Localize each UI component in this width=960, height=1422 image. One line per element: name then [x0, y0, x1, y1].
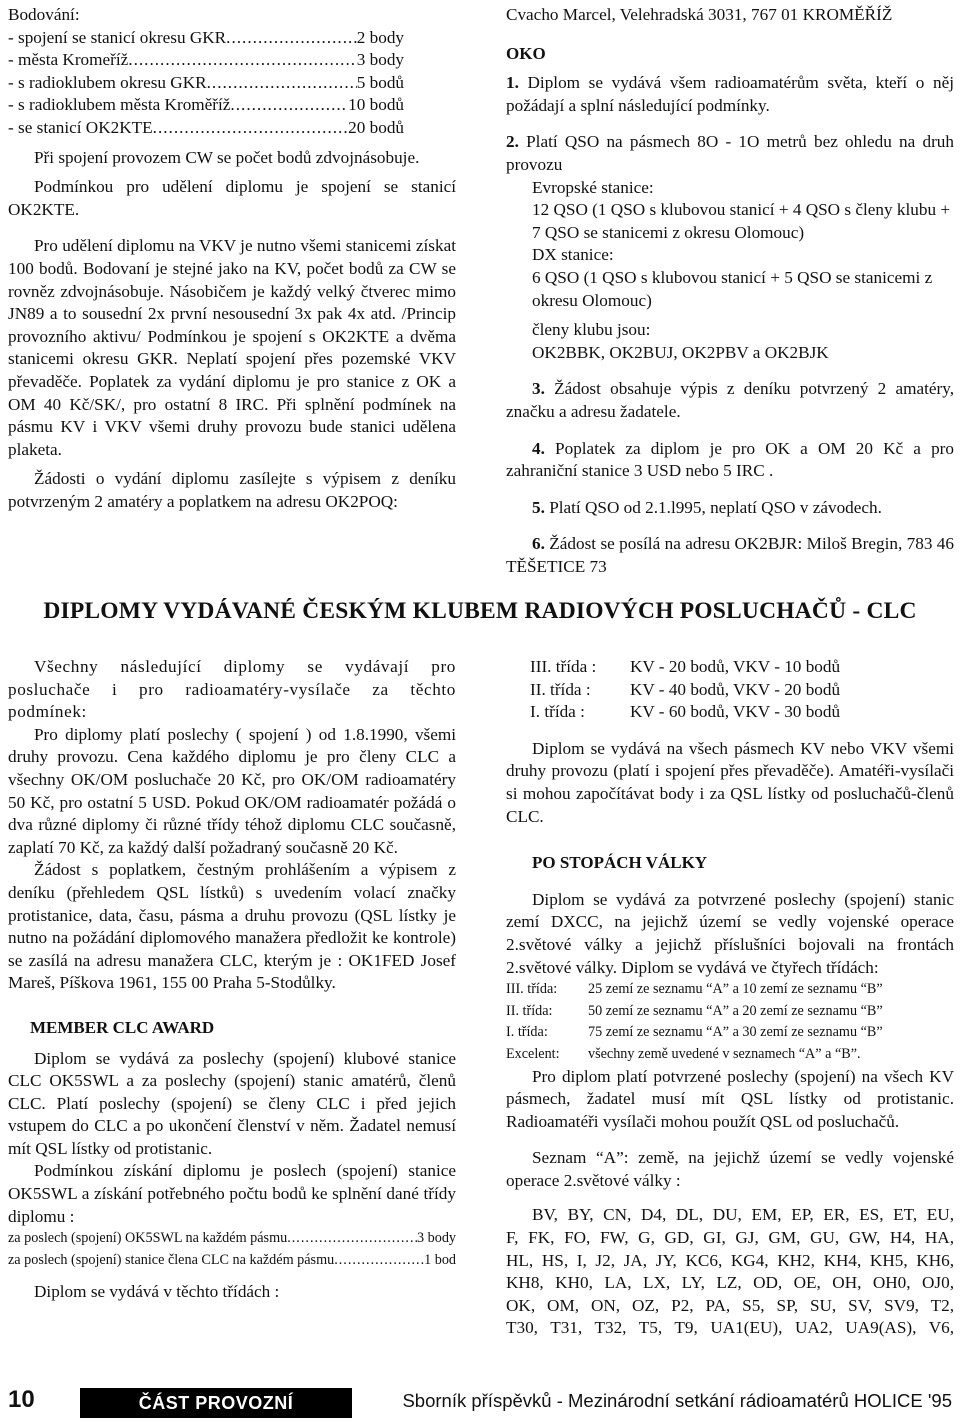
publication-title: Sborník příspěvků - Mezinárodní setkání rádioamatérů HOLICE '95: [402, 1390, 952, 1411]
paragraph: Žádost s poplatkem, čestným prohlášením a výpisem z deníku (přehledem QSL lístků) s uvedením volací značky protistanice, data, času, pásma a druhu provozu (QSL lístky je nutno na požádání diplomového manažera předložit ke kontrole) se zasílá na adresu manažera CLC, kterým je : OK1FED Josef Mareš, Píškova 1961, 155 00 Praha 5-Stodůlky.: [8, 860, 456, 993]
paragraph: Diplom se vydává na všech pásmech KV nebo VKV všemi druhy provozu (platí i spojení přes převaděče). Amatéři-vysílači si mohou započítávat body i za QSL lístky od posluchačů-členů CLC.: [506, 738, 954, 826]
rule-item: 6. Žádost se posílá na adresu OK2BJR: Miloš Bregin, 783 46 TĚŠETICE 73: [506, 534, 954, 576]
score-row: za poslech (spojení) OK5SWL na každém pásmu ..... 3 body: [8, 1228, 456, 1250]
paragraph: Pro diplom platí potvrzené poslechy (spojení) na všech KV pásmech, žadatel musí mít QSL lístky od protistanic. Radioamatéři vysílači mohou použít QSL od posluchačů.: [506, 1066, 954, 1131]
right-bottom-column: [506, 656, 954, 1340]
paragraph: Diplom se vydává za poslechy (spojení) klubové stanice CLC OK5SWL a za poslechy (spojení) stanic amatérů, členů CLC. Platí poslechy (spojení) se členy CLC i před jejich vstupem do CLC a po ukončení členství v něm. Žadatel nemusí mít QSL lístky od protistanic.: [8, 1048, 456, 1158]
class-row: Excelent: všechny země uvedené v seznamech “A” a “B”.: [506, 1045, 861, 1062]
paragraph: Diplom se vydává v těchto třídách :: [34, 1282, 280, 1302]
callsign-line: F, FK, FO, FW, G, GD, GI, GJ, GM, GU, GW, H4, HA,: [506, 1228, 954, 1248]
award-heading: MEMBER CLC AWARD: [30, 1017, 215, 1037]
address-line: Cvacho Marcel, Velehradská 3031, 767 01 KROMĚŘÍŽ: [506, 5, 893, 24]
scoring-row: - s radioklubem okresu GKR ..... 5 bodů: [8, 72, 404, 95]
label: DX stanice:: [532, 245, 614, 265]
scoring-row: - spojení se stanicí okresu GKR ..... 2 body: [8, 27, 404, 50]
callsign-line: HL, HS, I, J2, JA, JY, KC6, KG4, KH2, KH4, KH5, KH6,: [506, 1250, 954, 1270]
score-row: za poslech (spojení) stanice člena CLC na každém pásmu ..... 1 bod: [8, 1250, 456, 1272]
callsign-line: OK, OM, ON, OZ, P2, PA, S5, SP, SU, SV, SV9, T2,: [506, 1295, 954, 1315]
paragraph: Pro diplomy platí poslechy ( spojení ) od 1.8.1990, všemi druhy provozu. Cena každého diplomu je pro členy CLC a všechny OK/OM posluchače 20 Kč, pro OK/OM radioamatéry 50 Kč, pro ostatní 5 USD. Pokud OK/OM radioamatér požádá o dva různé diplomy či různé třídy téhož diplomu CLC současně, zaplatí 70 Kč, za každý další požadraný současně 20 Kč.: [8, 724, 456, 857]
requirements: [506, 177, 954, 365]
rule-item: 5. Platí QSO od 2.1.l995, neplatí QSO v závodech.: [532, 497, 882, 517]
paragraph: Žádosti o vydání diplomu zasílejte s výpisem z deníku potvrzeným 2 amatéry a poplatkem na adresu OK2POQ:: [8, 469, 456, 511]
paragraph: Podmínkou pro udělení diplomu je spojení se stanicí OK2KTE.: [8, 177, 456, 219]
paragraph: Všechny následující diplomy se vydávají pro posluchače i pro radioamatéry-vysílače za těchto podmínek:: [8, 657, 456, 722]
right-top-column: [506, 4, 954, 578]
class-row: II. třída: 50 zemí ze seznamu “A” a 20 zemí ze seznamu “B”: [506, 1002, 883, 1019]
paragraph: Podmínkou získání diplomu je poslech (spojení) stanice OK5SWL a získání potřebného počtu bodů ke splnění dané třídy diplomu :: [8, 1161, 456, 1226]
page-footer: [0, 1384, 960, 1422]
label: Evropské stanice:: [532, 177, 654, 197]
callsign-list: [506, 1204, 954, 1340]
rule-item: 2. Platí QSO na pásmech 8O - 1O metrů bez ohledu na druh provozu: [506, 132, 954, 174]
rule-item: 4. Poplatek za diplom je pro OK a OM 20 Kč a pro zahraniční stanice 3 USD nebo 5 IRC .: [506, 438, 954, 481]
scoring-heading: Bodování:: [8, 5, 80, 24]
rule-item: 1. Diplom se vydává všem radioamatérům světa, kteří o něj požádají a splní následující podmínky.: [506, 73, 954, 115]
class-row: I. třída: 75 zemí ze seznamu “A” a 30 zemí ze seznamu “B”: [506, 1024, 883, 1041]
callsign-line: BV, BY, CN, D4, DL, DU, EM, EP, ER, ES, ET, EU,: [532, 1205, 954, 1225]
award-heading: PO STOPÁCH VÁLKY: [532, 853, 708, 873]
left-top-column: [8, 4, 456, 513]
scoring-row: - města Kromeříž ..... 3 body: [8, 49, 404, 72]
page-number: 10: [8, 1386, 35, 1413]
rule-item: 3. Žádost obsahuje výpis z deníku potvrzený 2 amatéry, značku a adresu žadatele.: [506, 379, 954, 421]
callsign-line: KH8, KH0, LA, LX, LY, LZ, OD, OE, OH, OH0, OJ0,: [506, 1273, 954, 1293]
war-class-table: [506, 979, 883, 1065]
paragraph: Při spojení provozem CW se počet bodů zdvojnásobuje.: [34, 147, 420, 167]
callsign-line: T30, T31, T32, T5, T9, UA1(EU), UA2, UA9(AS), V6,: [506, 1318, 954, 1338]
section-label: ČÁST PROVOZNÍ: [80, 1388, 352, 1418]
scoring-row: - se stanicí OK2KTE ..... 20 bodů: [8, 117, 404, 140]
scoring-list: [8, 27, 404, 140]
class-row: I. třída : KV - 60 bodů, VKV - 30 bodů: [530, 702, 841, 722]
label: členy klubu jsou:: [532, 320, 651, 340]
left-bottom-column: [8, 656, 456, 1304]
paragraph: Seznam “A”: země, na jejichž území se vedly vojenské operace 2.světové války :: [506, 1148, 954, 1190]
paragraph: Diplom se vydává za potvrzené poslechy (spojení) stanic zemí DXCC, na jejichž území se vedly vojenské operace 2.světové války a jejichž příslušníci bojovali na frontách 2.světové války. Diplom se vydává ve čtyřech třídách:: [506, 889, 954, 977]
text: OK2BBK, OK2BUJ, OK2PBV a OK2BJK: [532, 342, 829, 362]
class-row: III. třída : KV - 20 bodů, VKV - 10 bodů: [530, 657, 841, 676]
class-table: [530, 656, 840, 724]
paragraph: Pro udělení diplomu na VKV je nutno všemi stanicemi získat 100 bodů. Bodovaní je stejné jako na KV, počet bodů za CW se rovněz zdvojnásobuje. Násobičem je každý velký čtverec mimo JN89 a to sousední 2x první nesousední 3x pak 4x atd. /Princip provozního aktivu/ Podmínkou je spojení s OK2KTE a dvěma stanicemi okresu GKR. Neplatí spojení přes pozemské VKV převaděče. Poplatek za vydání diplomu je pro stanice z OK a OM 40 Kč/SK/, pro ostatní 8 IRC. Při splnění podmínek na pásmu KV i VKV všemi druhy provozu bude stanici udělena plaketa.: [8, 236, 456, 459]
text: 12 QSO (1 QSO s klubovou stanicí + 4 QSO s členy klubu + 7 QSO se stanicemi z okresu Olomouc): [532, 200, 951, 242]
section-title: DIPLOMY VYDÁVANÉ ČESKÝM KLUBEM RADIOVÝCH POSLUCHAČŮ - CLC: [43, 598, 917, 624]
class-row: III. třída: 25 zemí ze seznamu “A” a 10 zemí ze seznamu “B”: [506, 981, 883, 998]
text: 6 QSO (1 QSO s klubovou stanicí + 5 QSO se stanicemi z okresu Olomouc): [532, 267, 933, 310]
scoring-row: - s radioklubem města Kroměříž ..... 10 bodů: [8, 94, 404, 117]
class-row: II. třída : KV - 40 bodů, VKV - 20 bodů: [530, 679, 841, 699]
award-heading: OKO: [506, 43, 546, 63]
